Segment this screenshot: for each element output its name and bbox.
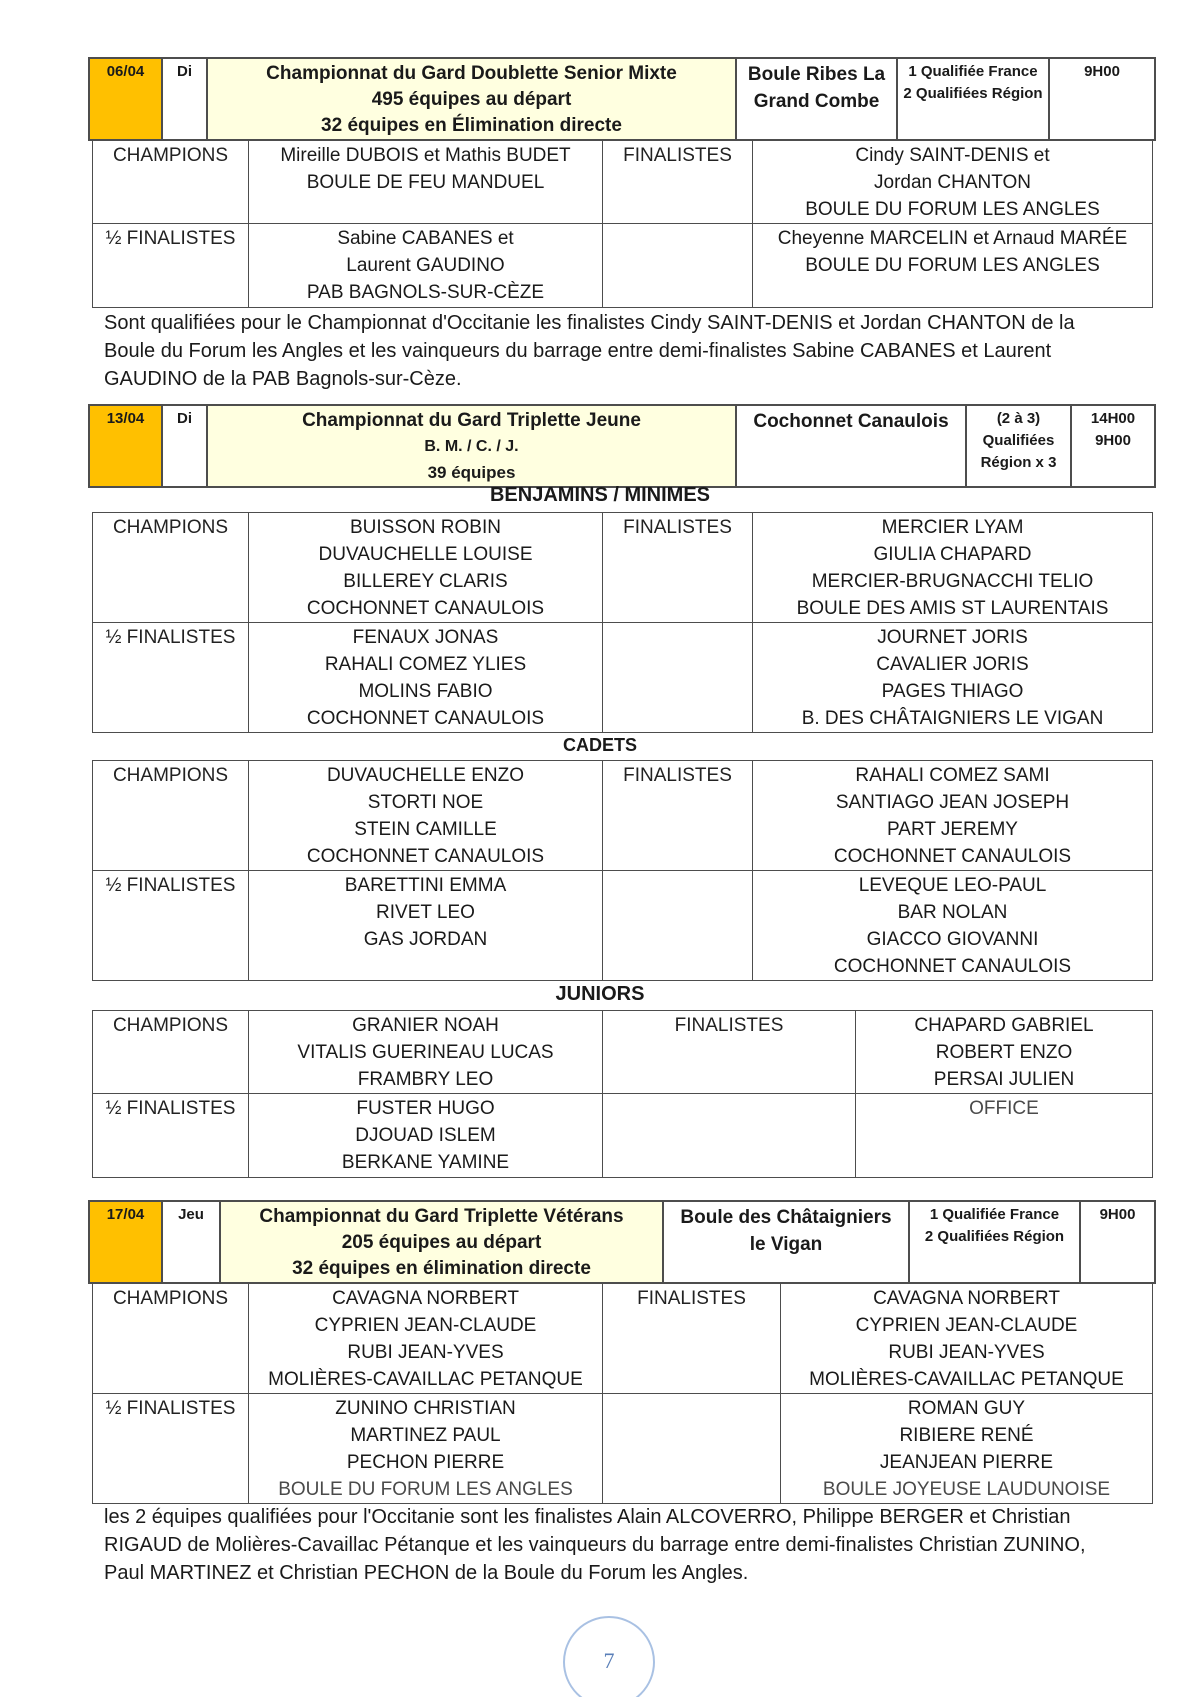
event-qualification (966, 405, 1071, 487)
semi-finalist-a-cell (249, 623, 603, 733)
section-title: JUNIORS (555, 983, 645, 1005)
title-line: 39 équipes (427, 463, 516, 482)
event1-note: Sont qualifiées pour le Championnat d'Occitanie les finalistes Cindy SAINT-DENIS et Jordan CHANTON de la Boule du Forum les Angles et les vainqueurs du barrage entre demi-finalistes Sabine CABANES et Laurent GAUDINO de la PAB Bagnols-sur-Cèze. (104, 312, 1075, 390)
event-date: 13/04 (89, 405, 162, 487)
finalist-name: PART JEREMY (887, 819, 1018, 840)
title-line: 32 équipes en élimination directe (292, 1258, 591, 1279)
event-date: 17/04 (89, 1201, 162, 1283)
champion-name: STEIN CAMILLE (354, 819, 497, 840)
venue-line: Cochonnet Canaulois (753, 411, 949, 432)
event1-header (88, 57, 1156, 141)
finalistes-cell (753, 761, 1153, 871)
qualification-line: (2 à 3) (996, 410, 1041, 427)
qualification-line: Région x 3 (980, 454, 1057, 471)
empty-cell (603, 1094, 856, 1178)
title-line: Championnat du Gard Doublette Senior Mixte (266, 63, 677, 84)
finalist-name: CAVAGNA NORBERT (873, 1288, 1060, 1309)
finalistes-cell (753, 513, 1153, 623)
event-day: Di (162, 405, 207, 487)
semi-finalistes-label: ½ FINALISTES (93, 224, 249, 308)
semi-finalist-club: BOULE DU FORUM LES ANGLES (805, 255, 1100, 276)
semi-finalist-b-cell (753, 224, 1153, 308)
section-title: CADETS (562, 735, 637, 755)
champion-name: RUBI JEAN-YVES (347, 1342, 504, 1363)
semi-finalist-name: Laurent GAUDINO (346, 255, 505, 276)
venue-line: Boule Ribes La (747, 64, 886, 85)
semi-finalist-name: BERKANE YAMINE (341, 1152, 510, 1173)
finalist-name: CHAPARD GABRIEL (914, 1015, 1094, 1036)
semi-finalist-club: BOULE DU FORUM LES ANGLES (278, 1479, 573, 1500)
event-title (207, 58, 736, 140)
event3-note: les 2 équipes qualifiées pour l'Occitanie sont les finalistes Alain ALCOVERRO, Philippe BERGER et Christian RIGAUD de Molières-Cavaillac Pétanque et les vainqueurs du barrage entre demi-finalistes Christian ZUNINO, Paul MARTINEZ et Christian PECHON de la Boule du Forum les Angles. (104, 1506, 1086, 1584)
empty-cell (603, 871, 753, 981)
champion-name: STORTI NOE (367, 792, 484, 813)
benjamins-minimes-results (92, 512, 1153, 733)
empty-cell (603, 623, 753, 733)
empty-cell (603, 1394, 781, 1504)
qualification-line: 2 Qualifiées Région (903, 85, 1043, 102)
champion-name: BUISSON ROBIN (350, 517, 501, 538)
semi-finalist-club: BOULE JOYEUSE LAUDUNOISE (822, 1479, 1111, 1500)
title-line: Championnat du Gard Triplette Jeune (302, 410, 641, 431)
semi-finalist-name: PAGES THIAGO (881, 681, 1024, 702)
finalist-club: COCHONNET CANAULOIS (833, 846, 1072, 867)
semi-finalist-name: CAVALIER JORIS (876, 654, 1029, 675)
semi-finalist-club: PAB BAGNOLS-SUR-CÈZE (306, 282, 545, 303)
event-day: Jeu (162, 1201, 220, 1283)
semi-finalist-name: BARETTINI EMMA (344, 875, 507, 896)
champion-name: Mireille DUBOIS et Mathis BUDET (280, 145, 571, 166)
champions-label: CHAMPIONS (93, 141, 249, 224)
champions-label: CHAMPIONS (93, 1284, 249, 1394)
section-title: BENJAMINS / MINIMES (489, 484, 711, 506)
finalistes-label: FINALISTES (603, 761, 753, 871)
semi-finalist-club: B. DES CHÂTAIGNIERS LE VIGAN (801, 708, 1104, 729)
champion-name: FRAMBRY LEO (357, 1069, 494, 1090)
juniors-results (92, 1010, 1153, 1178)
champions-label: CHAMPIONS (93, 1011, 249, 1094)
semi-finalist-name: RAHALI COMEZ YLIES (324, 654, 527, 675)
semi-finalist-name: GIACCO GIOVANNI (866, 929, 1039, 950)
champion-club: COCHONNET CANAULOIS (306, 846, 545, 867)
finalistes-cell (753, 141, 1153, 224)
semi-finalist-name: BAR NOLAN (897, 902, 1008, 923)
champion-name: DUVAUCHELLE LOUISE (318, 544, 533, 565)
semi-finalist-name: FENAUX JONAS (352, 627, 499, 648)
champion-name: GRANIER NOAH (352, 1015, 499, 1036)
venue-line: Grand Combe (753, 91, 880, 112)
finalist-name: RUBI JEAN-YVES (888, 1342, 1045, 1363)
semi-finalist-name: RIBIERE RENÉ (899, 1425, 1034, 1446)
semi-finalist-a-cell (249, 1094, 603, 1178)
champion-club: COCHONNET CANAULOIS (306, 598, 545, 619)
champion-name: CAVAGNA NORBERT (332, 1288, 519, 1309)
finalist-club: BOULE DES AMIS ST LAURENTAIS (796, 598, 1109, 619)
semi-finalist-name: JOURNET JORIS (877, 627, 1028, 648)
finalist-name: SANTIAGO JEAN JOSEPH (835, 792, 1070, 813)
semi-finalist-b-cell (753, 871, 1153, 981)
event-venue (663, 1201, 909, 1283)
champion-name: BILLEREY CLARIS (343, 571, 508, 592)
champions-cell (249, 513, 603, 623)
semi-finalist-b-cell (856, 1094, 1153, 1178)
semi-finalist-a-cell (249, 871, 603, 981)
finalist-name: PERSAI JULIEN (933, 1069, 1075, 1090)
semi-finalistes-label: ½ FINALISTES (93, 1094, 249, 1178)
time-line: 14H00 (1090, 410, 1136, 427)
event-venue (736, 405, 966, 487)
finalist-name: MERCIER LYAM (881, 517, 1024, 538)
event-venue (736, 58, 897, 140)
title-line: 205 équipes au départ (341, 1232, 542, 1253)
finalist-name: ROBERT ENZO (935, 1042, 1073, 1063)
finalistes-label: FINALISTES (603, 141, 753, 224)
finalist-club: BOULE DU FORUM LES ANGLES (805, 199, 1100, 220)
finalistes-label: FINALISTES (603, 1011, 856, 1094)
champions-cell (249, 761, 603, 871)
semi-finalist-b-cell (753, 623, 1153, 733)
semi-finalist-name: ROMAN GUY (907, 1398, 1026, 1419)
semi-finalist-name: JEANJEAN PIERRE (879, 1452, 1054, 1473)
champion-name: VITALIS GUERINEAU LUCAS (297, 1042, 554, 1063)
semi-finalistes-label: ½ FINALISTES (93, 871, 249, 981)
event-time: 9H00 (1049, 58, 1155, 140)
event-day: Di (162, 58, 207, 140)
champions-cell (249, 1011, 603, 1094)
champions-cell (249, 1284, 603, 1394)
event-title (207, 405, 736, 487)
event1-results (92, 140, 1153, 308)
semi-finalist-club: COCHONNET CANAULOIS (306, 708, 545, 729)
time-line: 9H00 (1095, 432, 1131, 449)
event-date: 06/04 (89, 58, 162, 140)
qualification-line: Qualifiées (982, 432, 1055, 449)
qualification-line: 1 Qualifiée France (908, 63, 1038, 80)
page-number: 7 (563, 1616, 655, 1697)
champion-club: BOULE DE FEU MANDUEL (306, 172, 545, 193)
finalist-name: CYPRIEN JEAN-CLAUDE (855, 1315, 1078, 1336)
finalist-name: MERCIER-BRUGNACCHI TELIO (811, 571, 1094, 592)
semi-finalist-name: DJOUAD ISLEM (355, 1125, 496, 1146)
semi-finalist-a-cell (249, 1394, 603, 1504)
title-line: 32 équipes en Élimination directe (321, 115, 622, 136)
event-title (220, 1201, 663, 1283)
semi-finalist-office: OFFICE (969, 1098, 1039, 1119)
event3-header (88, 1200, 1156, 1284)
empty-cell (603, 224, 753, 308)
semi-finalist-a-cell (249, 224, 603, 308)
finalist-name: RAHALI COMEZ SAMI (855, 765, 1050, 786)
champion-club: MOLIÈRES-CAVAILLAC PETANQUE (268, 1369, 583, 1390)
champions-cell (249, 141, 603, 224)
champions-label: CHAMPIONS (93, 513, 249, 623)
venue-line: le Vigan (749, 1234, 823, 1255)
cadets-results (92, 760, 1153, 981)
semi-finalist-name: LEVEQUE LEO-PAUL (858, 875, 1047, 896)
champion-name: CYPRIEN JEAN-CLAUDE (314, 1315, 537, 1336)
title-line: B. M. / C. / J. (424, 438, 519, 455)
venue-line: Boule des Châtaigniers (680, 1207, 892, 1228)
semi-finalist-name: Cheyenne MARCELIN et Arnaud MARÉE (777, 228, 1128, 249)
semi-finalistes-label: ½ FINALISTES (93, 1394, 249, 1504)
finalistes-cell (856, 1011, 1153, 1094)
finalist-name: GIULIA CHAPARD (873, 544, 1032, 565)
title-line: 495 équipes au départ (371, 89, 572, 110)
semi-finalist-name: MOLINS FABIO (358, 681, 493, 702)
event3-results (92, 1283, 1153, 1504)
finalist-club: MOLIÈRES-CAVAILLAC PETANQUE (809, 1369, 1124, 1390)
champion-name: DUVAUCHELLE ENZO (326, 765, 525, 786)
semi-finalist-name: RIVET LEO (376, 902, 475, 923)
semi-finalist-name: FUSTER HUGO (356, 1098, 495, 1119)
event-time (1071, 405, 1155, 487)
semi-finalist-name: GAS JORDAN (363, 929, 488, 950)
semi-finalist-club: COCHONNET CANAULOIS (833, 956, 1072, 977)
finalistes-label: FINALISTES (603, 513, 753, 623)
semi-finalistes-label: ½ FINALISTES (93, 623, 249, 733)
qualification-line: 1 Qualifiée France (929, 1206, 1060, 1223)
semi-finalist-name: Sabine CABANES et (337, 228, 514, 249)
semi-finalist-b-cell (781, 1394, 1153, 1504)
semi-finalist-name: PECHON PIERRE (346, 1452, 505, 1473)
event-time: 9H00 (1080, 1201, 1155, 1283)
finalist-name: Jordan CHANTON (874, 172, 1031, 193)
semi-finalist-name: MARTINEZ PAUL (350, 1425, 501, 1446)
semi-finalist-name: ZUNINO CHRISTIAN (335, 1398, 516, 1419)
qualification-line: 2 Qualifiées Région (924, 1228, 1065, 1245)
champions-label: CHAMPIONS (93, 761, 249, 871)
event-qualification (909, 1201, 1080, 1283)
event-qualification (897, 58, 1049, 140)
finalistes-label: FINALISTES (603, 1284, 781, 1394)
event2-header (88, 404, 1156, 488)
title-line: Championnat du Gard Triplette Vétérans (259, 1206, 624, 1227)
finalistes-cell (781, 1284, 1153, 1394)
finalist-name: Cindy SAINT-DENIS et (855, 145, 1050, 166)
